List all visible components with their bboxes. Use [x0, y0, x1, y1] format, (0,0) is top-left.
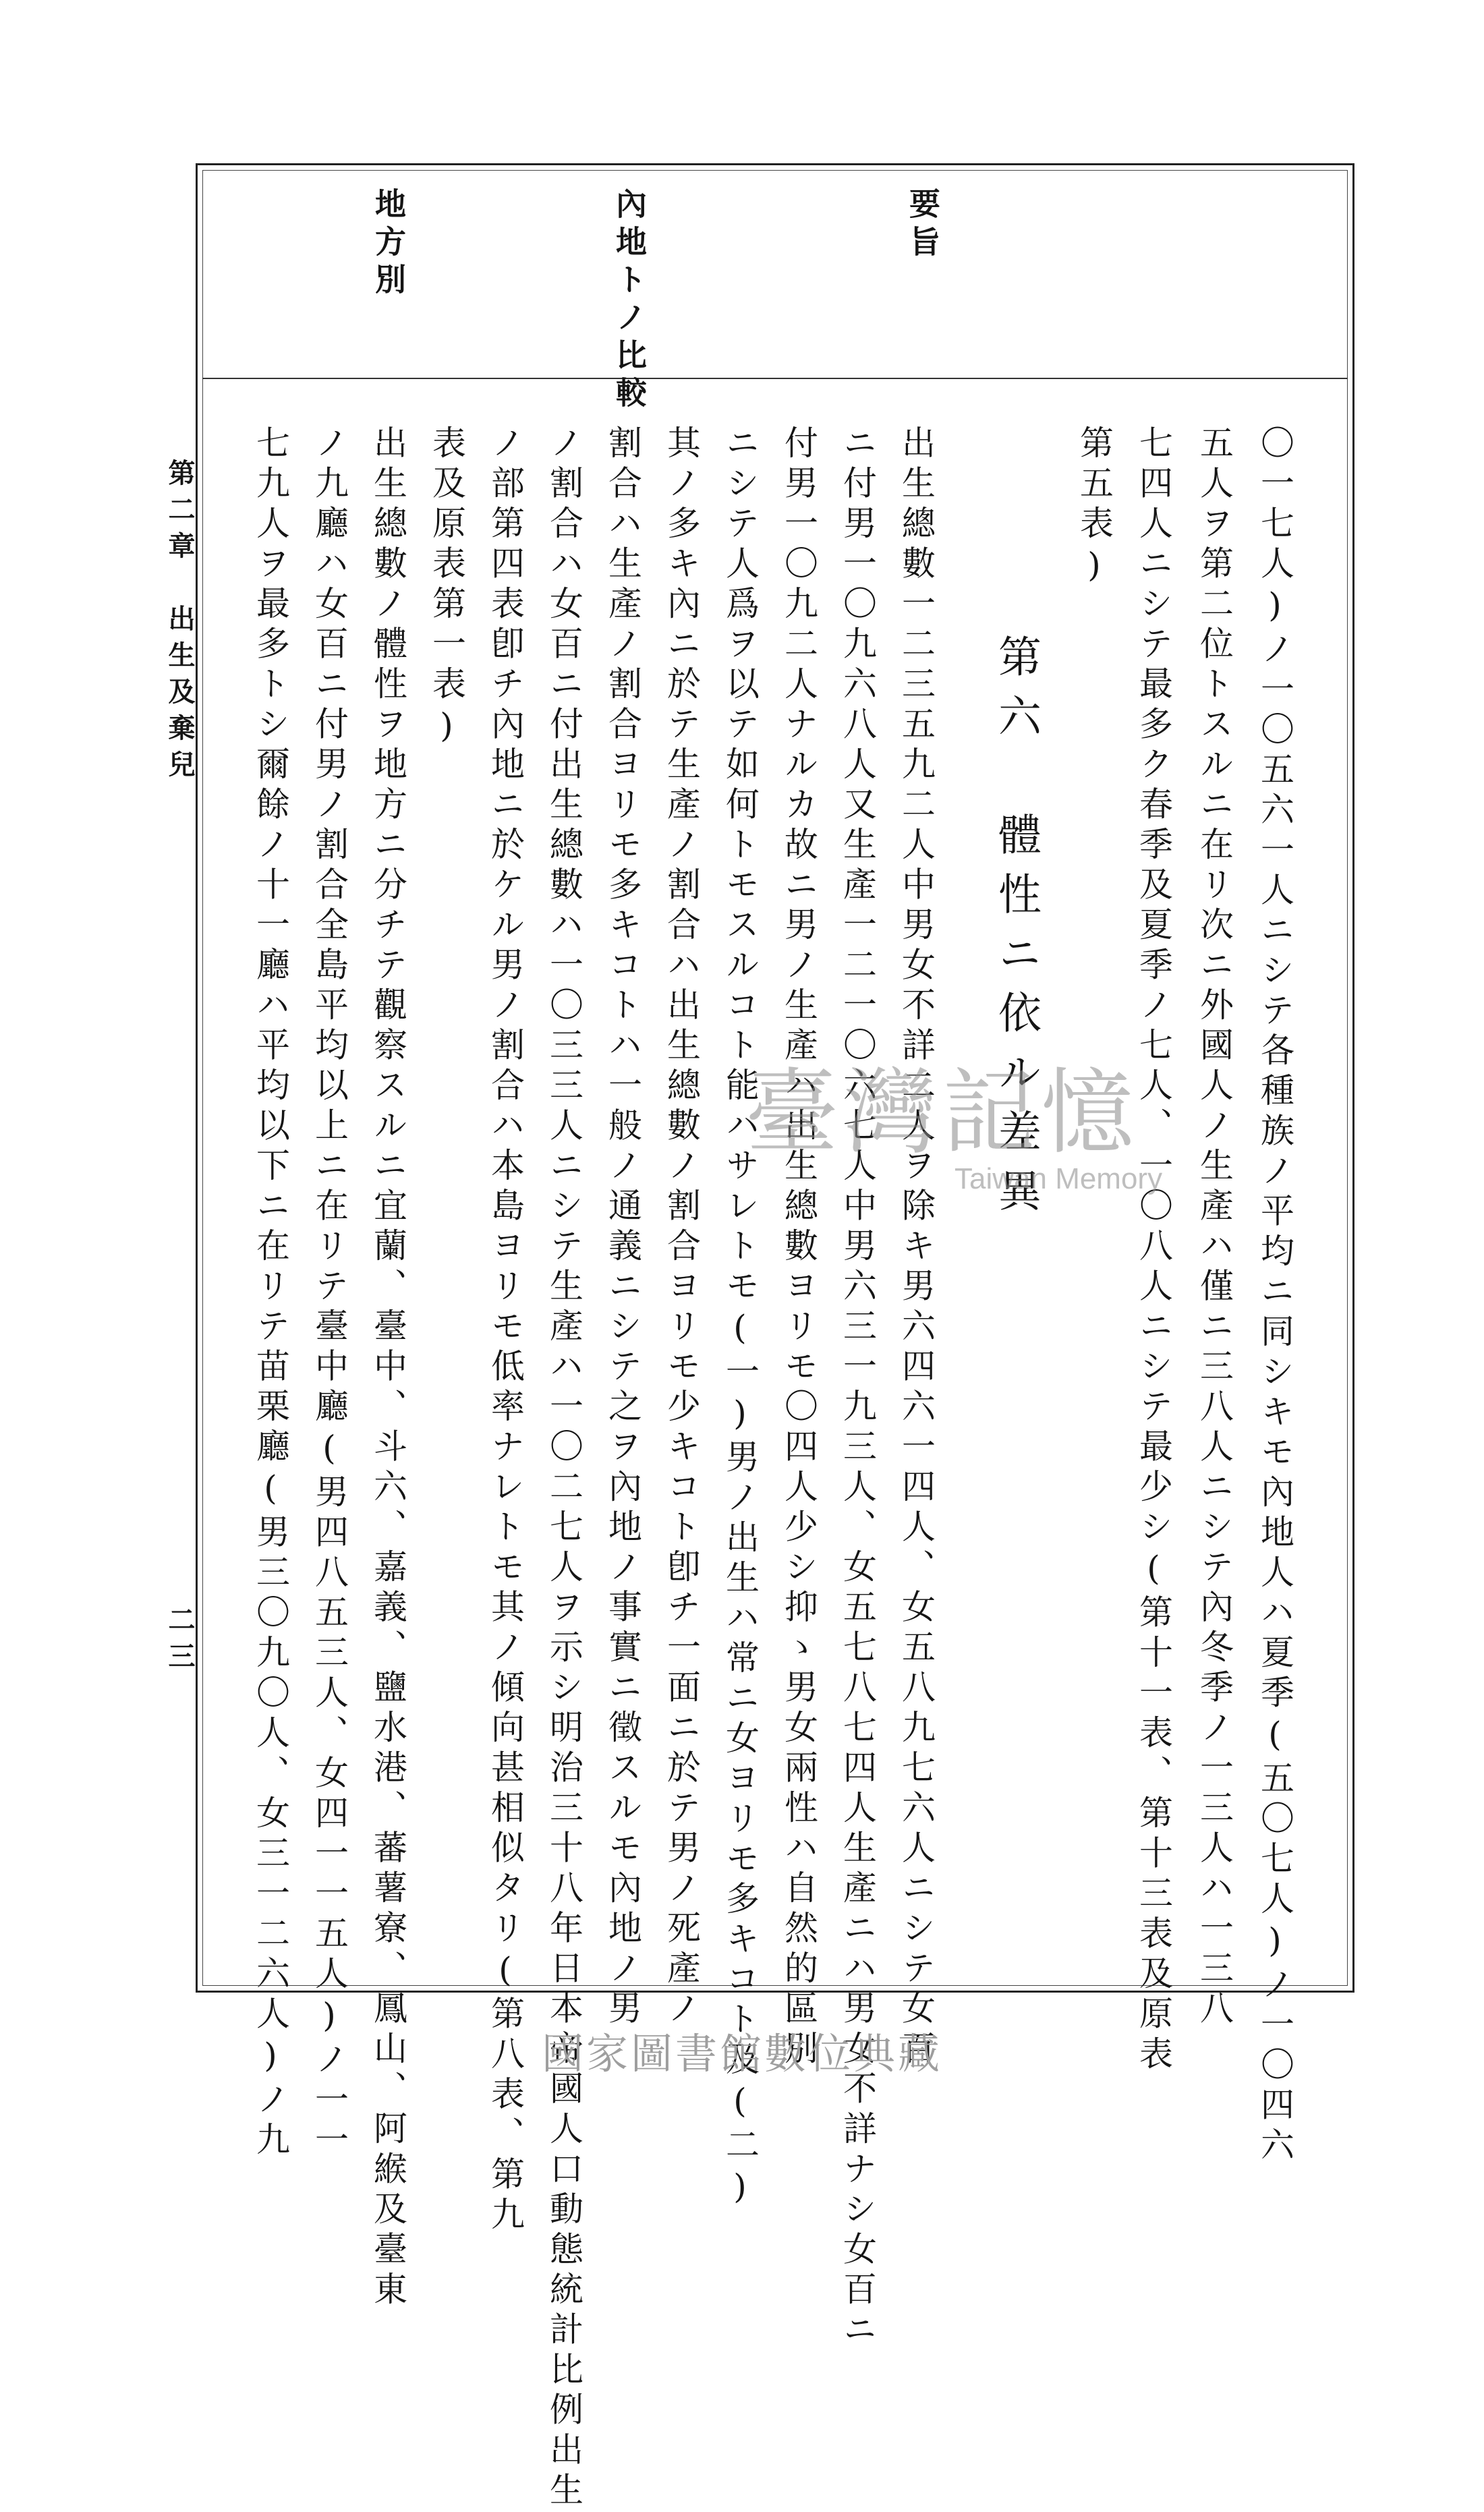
body-line: 割合ハ生產ノ割合ヨリモ多キコトハ一般ノ通義ニシテ之ヲ內地ノ事實ニ徵スルモ內地ノ男 [603, 425, 642, 2030]
body-line: 第五表) [1075, 425, 1114, 591]
body-line: ノ部第四表卽チ內地ニ於ケル男ノ割合ハ本島ヨリモ低率ナレトモ其ノ傾向甚相似タリ(第八表、第九 [486, 425, 525, 2237]
body-line: 出生總數ノ體性ヲ地方ニ分チテ觀察スルニ宜蘭、臺中、斗六、嘉義、鹽水港、蕃薯寮、鳳山、阿緱及臺東 [368, 425, 407, 2312]
section-title: 第六 體性ニ依ル差異 [991, 634, 1041, 1228]
running-head-chapter: 第二章 出生及棄兒 [164, 459, 196, 787]
side-note-regional: 地方別 [370, 188, 407, 301]
body-line: ニシテ人爲ヲ以テ如何トモスルコト能ハサレトモ(一)男ノ出生ハ常ニ女ヨリモ多キコト及(二) [720, 425, 760, 2213]
watermark-chinese: 臺灣記憶 [745, 1058, 1140, 1167]
watermark-english: Taiwan Memory [954, 1162, 1163, 1195]
body-line: ノ割合ハ女百ニ付出生總數ハ一〇三三人ニシテ生產ハ一〇二七人ヲ示シ明治三十八年日本帝國人口動態統計比例出生 [544, 425, 583, 2512]
footer-credit: 國家圖書館數位典藏 [541, 2029, 942, 2078]
body-line: 表及原表第一表) [427, 425, 466, 751]
body-line: 七九人ヲ最多トシ爾餘ノ十一廳ハ平均以下ニ在リテ苗栗廳(男三〇九〇人、女三一二六人)ノ九 [251, 425, 290, 2162]
side-note-summary: 要旨 [905, 188, 941, 263]
body-line: 七四人ニシテ最多ク春季及夏季ノ七人、一〇八人ニシテ最少シ(第十一表、第十三表及原表 [1134, 425, 1173, 2076]
body-line: 〇一七人)ノ一〇五六一人ニシテ各種族ノ平均ニ同シキモ內地人ハ夏季(五〇七人)ノ一〇四六 [1255, 425, 1294, 2167]
body-line: 付男一〇九二人ナルカ故ニ男ノ生產ハ出生總數ヨリモ〇四人少シ抑ゝ男女兩性ハ自然的區別 [779, 425, 818, 2071]
side-note-comparison: 內地トノ比較 [611, 188, 648, 414]
page-number: 二三 [164, 1605, 196, 1678]
body-line: ニ付男一〇九六八人又生產一二一〇六七人中男六三一九三人、女五七八七四人生產ニハ男女不詳ナシ女百ニ [838, 425, 877, 2351]
body-line: 其ノ多キ內ニ於テ生產ノ割合ハ出生總數ノ割合ヨリモ少キコト卽チ一面ニ於テ男ノ死產ノ [662, 425, 701, 2030]
body-line: 出生總數一二三五九二人中男女不詳二人ヲ除キ男六四六一四人、女五八九七六人ニシテ女百 [896, 425, 936, 2071]
body-line: 五人ヲ第二位トスルニ在リ次ニ外國人ノ生產ハ僅ニ三八人ニシテ內冬季ノ一三人ハ一三八 [1195, 425, 1234, 2030]
marginal-note-divider [202, 378, 1348, 379]
body-line: ノ九廳ハ女百ニ付男ノ割合全島平均以上ニ在リテ臺中廳(男四八五三人、女四一一五人)ノ一一 [310, 425, 349, 2162]
